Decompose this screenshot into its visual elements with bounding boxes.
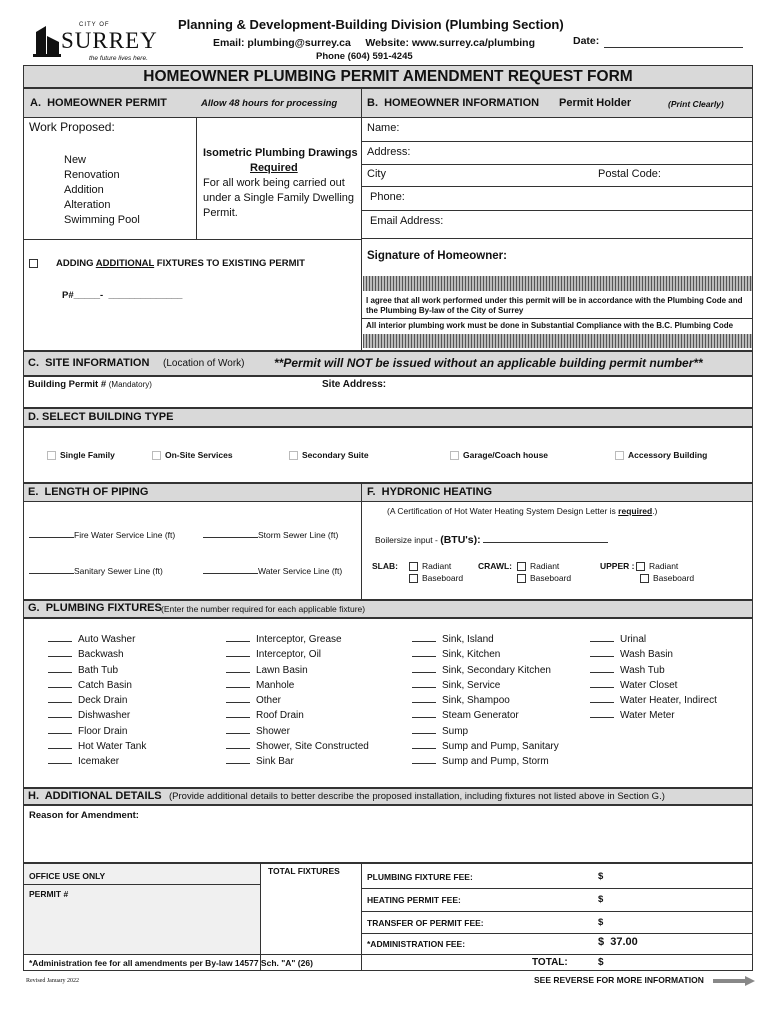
a-mid-line bbox=[23, 239, 362, 240]
fixture-count-blank[interactable] bbox=[590, 693, 614, 703]
total-fixtures-label: TOTAL FIXTURES bbox=[268, 866, 340, 876]
building-permit-field[interactable] bbox=[28, 379, 152, 390]
section-c-location: (Location of Work) bbox=[163, 358, 245, 369]
email-field[interactable]: Email Address: bbox=[370, 215, 444, 227]
building-type-option[interactable] bbox=[450, 450, 548, 460]
fee-line bbox=[361, 954, 753, 955]
fixture-row[interactable] bbox=[48, 647, 146, 662]
slab-label: SLAB: bbox=[372, 561, 398, 571]
office-line bbox=[23, 884, 261, 885]
print-clearly: (Print Clearly) bbox=[668, 99, 724, 109]
baseboard-label: Baseboard bbox=[653, 573, 695, 583]
fixture-row[interactable] bbox=[48, 708, 146, 723]
fixture-label: Roof Drain bbox=[256, 710, 304, 722]
checkbox[interactable] bbox=[636, 562, 645, 571]
cert-required: required bbox=[618, 506, 653, 516]
fixtures-column-4 bbox=[590, 632, 717, 724]
fixture-label: Icemaker bbox=[78, 756, 120, 768]
office-use-label: OFFICE USE ONLY bbox=[29, 871, 106, 881]
fixture-label: Wash Tub bbox=[620, 664, 665, 676]
adding-fixtures-checkbox[interactable] bbox=[29, 259, 38, 268]
building-type-label: Accessory Building bbox=[628, 450, 708, 460]
iso-line: under a Single Family Dwelling bbox=[203, 192, 355, 204]
compliance-text: All interior plumbing work must be done in Substantial Compliance with the B.C. Plumbing Code bbox=[366, 321, 734, 330]
b-line bbox=[362, 210, 753, 211]
fixture-count-blank[interactable] bbox=[412, 724, 436, 734]
fixture-row[interactable] bbox=[226, 663, 369, 678]
upper-options bbox=[600, 560, 695, 583]
fixture-label: Backwash bbox=[78, 649, 124, 661]
work-type-item[interactable]: Renovation bbox=[64, 169, 120, 181]
iso-line: Permit. bbox=[203, 207, 238, 219]
fixture-row[interactable] bbox=[590, 693, 717, 708]
agree-line bbox=[362, 318, 753, 319]
fixture-row[interactable] bbox=[48, 724, 146, 739]
fixture-label: Hot Water Tank bbox=[78, 741, 147, 753]
fee-label: PLUMBING FIXTURE FEE: bbox=[367, 872, 473, 882]
fixture-count-blank[interactable] bbox=[48, 708, 72, 718]
fixture-count-blank[interactable] bbox=[226, 663, 250, 673]
fixture-label: Interceptor, Oil bbox=[256, 649, 322, 661]
radiant-label: Radiant bbox=[649, 561, 679, 571]
fixture-count-blank[interactable] bbox=[226, 754, 250, 764]
fixture-row[interactable] bbox=[226, 754, 369, 769]
b-line bbox=[362, 186, 753, 187]
fixture-row[interactable] bbox=[226, 739, 369, 754]
fixture-row[interactable] bbox=[48, 632, 146, 647]
fixture-count-blank[interactable] bbox=[412, 693, 436, 703]
fixture-label: Water Closet bbox=[620, 679, 678, 691]
fixture-label: Catch Basin bbox=[78, 679, 132, 691]
fixture-count-blank[interactable] bbox=[48, 693, 72, 703]
fee-line bbox=[361, 911, 753, 912]
boiler-label: Boilersize input - bbox=[375, 535, 438, 545]
fixture-count-blank[interactable] bbox=[226, 724, 250, 734]
fixture-label: Sump bbox=[442, 725, 469, 737]
section-h-header bbox=[23, 788, 753, 805]
fixture-row[interactable] bbox=[590, 708, 717, 723]
boiler-blank bbox=[483, 533, 608, 543]
see-reverse-note: SEE REVERSE FOR MORE INFORMATION bbox=[534, 975, 704, 985]
b-line bbox=[362, 141, 753, 142]
adding-suffix: FIXTURES TO EXISTING PERMIT bbox=[154, 258, 305, 269]
upper-label: UPPER : bbox=[600, 561, 635, 571]
signature-label: Signature of Homeowner: bbox=[367, 250, 507, 262]
fixture-label: Shower bbox=[256, 725, 290, 737]
city-field[interactable]: City bbox=[367, 168, 386, 180]
admin-note-line bbox=[23, 954, 361, 955]
fixture-count-blank[interactable] bbox=[590, 678, 614, 688]
work-type-item[interactable]: Swimming Pool bbox=[64, 214, 140, 226]
fixture-row[interactable] bbox=[412, 724, 559, 739]
fixture-count-blank[interactable] bbox=[48, 724, 72, 734]
building-type-label: Single Family bbox=[60, 450, 115, 460]
fixtures-column-1 bbox=[48, 632, 146, 770]
building-type-option[interactable] bbox=[615, 450, 707, 460]
section-c-header bbox=[23, 351, 753, 376]
fixture-row[interactable] bbox=[412, 632, 559, 647]
fixture-count-blank[interactable] bbox=[48, 739, 72, 749]
section-h-note: (Provide additional details to better describe the proposed installation, including fixtures not listed above in Section G.) bbox=[169, 791, 665, 802]
fixture-label: Sink, Kitchen bbox=[442, 649, 501, 661]
crawl-options bbox=[478, 560, 572, 583]
section-g-title: G. PLUMBING FIXTURES bbox=[28, 602, 162, 614]
section-d-header: D. SELECT BUILDING TYPE bbox=[23, 408, 753, 427]
fixture-label: Water Meter bbox=[620, 710, 675, 722]
total-label: TOTAL: bbox=[532, 957, 568, 968]
sanitary-sewer-line[interactable] bbox=[29, 564, 163, 576]
fixture-label: Wash Basin bbox=[620, 649, 673, 661]
fee-label: *ADMINISTRATION FEE: bbox=[367, 939, 466, 949]
agree-text: I agree that all work performed under this permit will be in accordance with the Plumbing Code and the Plumbing By-law of the City of Surrey bbox=[366, 296, 743, 315]
phone-line: Phone (604) 591-4245 bbox=[316, 51, 413, 62]
permit-warning: **Permit will NOT be issued without an applicable building permit number** bbox=[274, 356, 703, 370]
fee-value[interactable]: $ bbox=[598, 894, 604, 905]
fixture-count-blank[interactable] bbox=[226, 678, 250, 688]
fixture-row[interactable] bbox=[590, 678, 717, 693]
building-type-option[interactable] bbox=[289, 450, 369, 460]
signature-field[interactable] bbox=[363, 276, 752, 291]
checkbox-icon bbox=[47, 451, 56, 460]
work-type-item[interactable]: New bbox=[64, 154, 87, 166]
fixture-count-blank[interactable] bbox=[226, 693, 250, 703]
b-line bbox=[362, 164, 753, 165]
logo-city-of: CITY OF bbox=[79, 22, 110, 28]
logo-name: SURREY bbox=[61, 28, 158, 53]
fee-line bbox=[361, 888, 753, 889]
fixture-row[interactable] bbox=[48, 663, 146, 678]
fixture-row[interactable] bbox=[412, 708, 559, 723]
section-a-title: A. HOMEOWNER PERMIT bbox=[30, 97, 167, 109]
fixture-label: Interceptor, Grease bbox=[256, 634, 342, 645]
fixture-label: Sink, Shampoo bbox=[442, 695, 510, 707]
fixture-row[interactable] bbox=[226, 708, 369, 723]
fixture-count-blank[interactable] bbox=[412, 708, 436, 718]
total-value[interactable]: $ bbox=[598, 957, 604, 968]
water-service-line[interactable] bbox=[203, 564, 342, 576]
admin-fee-note: *Administration fee for all amendments per By-law 14577 Sch. "A" (26) bbox=[29, 958, 313, 968]
mandatory-note: (Mandatory) bbox=[108, 380, 152, 389]
checkbox[interactable] bbox=[517, 574, 526, 583]
fee-value[interactable]: $ bbox=[598, 917, 604, 928]
fixture-row[interactable] bbox=[48, 693, 146, 708]
adding-prefix: ADDING bbox=[56, 258, 96, 269]
building-type-option[interactable] bbox=[47, 450, 115, 460]
storm-sewer-label: Storm Sewer Line (ft) bbox=[258, 530, 339, 540]
b-line bbox=[362, 238, 753, 239]
section-a-header bbox=[24, 89, 361, 118]
iso-drawings-note bbox=[203, 146, 358, 221]
fixture-count-blank[interactable] bbox=[590, 663, 614, 673]
iso-title: Isometric Plumbing Drawings bbox=[203, 147, 358, 159]
fixture-row[interactable] bbox=[412, 739, 559, 754]
work-proposed-label: Work Proposed: bbox=[29, 120, 115, 134]
water-service-label: Water Service Line (ft) bbox=[258, 566, 343, 576]
fixture-label: Manhole bbox=[256, 679, 295, 691]
fixture-count-blank[interactable] bbox=[590, 647, 614, 657]
fixture-label: Lawn Basin bbox=[256, 664, 308, 676]
slab-options bbox=[372, 560, 464, 583]
btu-label: (BTU's): bbox=[440, 534, 481, 546]
fixture-count-blank[interactable] bbox=[590, 632, 614, 642]
name-field[interactable]: Name: bbox=[367, 122, 400, 134]
hot-water-cert-note bbox=[387, 506, 657, 516]
fixtures-column-3 bbox=[412, 632, 559, 770]
work-types-list bbox=[64, 153, 140, 228]
fixture-count-blank[interactable] bbox=[412, 663, 436, 673]
fixture-count-blank[interactable] bbox=[48, 632, 72, 642]
revised-date: Revised January 2022 bbox=[26, 978, 79, 984]
fixture-count-blank[interactable] bbox=[226, 739, 250, 749]
adding-fixtures-row bbox=[29, 258, 305, 269]
building-type-option[interactable] bbox=[152, 450, 233, 460]
fixture-count-blank[interactable] bbox=[226, 708, 250, 718]
fixture-row[interactable] bbox=[226, 693, 369, 708]
fixture-count-blank[interactable] bbox=[226, 647, 250, 657]
fixture-label: Bath Tub bbox=[78, 664, 119, 676]
fixture-label: Sump and Pump, Storm bbox=[442, 756, 549, 768]
postal-code-field[interactable]: Postal Code: bbox=[598, 168, 661, 180]
fixtures-column-2 bbox=[226, 632, 369, 770]
fixture-row[interactable] bbox=[412, 647, 559, 662]
fixture-label: Floor Drain bbox=[78, 725, 128, 737]
iso-required: Required bbox=[250, 162, 298, 174]
checkbox[interactable] bbox=[409, 562, 418, 571]
fixture-label: Dishwasher bbox=[78, 710, 131, 722]
site-address-field[interactable]: Site Address: bbox=[322, 379, 387, 390]
work-type-item[interactable]: Addition bbox=[64, 184, 104, 196]
fixture-row[interactable] bbox=[48, 754, 146, 769]
section-c-title: C. SITE INFORMATION bbox=[28, 357, 150, 369]
section-g-note: (Enter the number required for each applicable fixture) bbox=[161, 604, 366, 614]
fee-line bbox=[361, 933, 753, 934]
fixture-count-blank[interactable] bbox=[590, 708, 614, 718]
fixture-count-blank[interactable] bbox=[412, 754, 436, 764]
baseboard-label: Baseboard bbox=[530, 573, 572, 583]
radiant-label: Radiant bbox=[422, 561, 452, 571]
fixture-label: Sump and Pump, Sanitary bbox=[442, 741, 559, 753]
total-fixtures-field[interactable] bbox=[261, 878, 361, 954]
fixture-count-blank[interactable] bbox=[412, 739, 436, 749]
checkbox-icon bbox=[450, 451, 459, 460]
boiler-size-field[interactable] bbox=[375, 533, 608, 546]
fixture-count-blank[interactable] bbox=[226, 632, 250, 642]
reason-label: Reason for Amendment: bbox=[29, 810, 139, 821]
section-g-header bbox=[23, 600, 753, 618]
form-title-bar bbox=[23, 65, 753, 88]
fixture-label: Other bbox=[256, 695, 282, 707]
fixture-label: Urinal bbox=[620, 634, 647, 645]
building-type-label: On-Site Services bbox=[165, 450, 233, 460]
fixture-label: Sink, Island bbox=[442, 634, 494, 645]
compliance-hatch bbox=[363, 334, 752, 348]
contact-line: Email: plumbing@surrey.ca Website: www.surrey.ca/plumbing bbox=[213, 37, 536, 49]
radiant-label: Radiant bbox=[530, 561, 560, 571]
baseboard-label: Baseboard bbox=[422, 573, 464, 583]
logo-tagline: the future lives here. bbox=[89, 55, 148, 62]
fixture-count-blank[interactable] bbox=[48, 647, 72, 657]
fire-water-label: Fire Water Service Line (ft) bbox=[74, 530, 176, 540]
phone-field[interactable]: Phone: bbox=[370, 191, 405, 203]
fixture-count-blank[interactable] bbox=[412, 632, 436, 642]
work-divider bbox=[196, 117, 197, 239]
section-b-header bbox=[362, 89, 752, 118]
fixture-count-blank[interactable] bbox=[48, 754, 72, 764]
fixture-row[interactable] bbox=[226, 724, 369, 739]
section-a-note: Allow 48 hours for processing bbox=[201, 98, 338, 109]
arrow-right-icon bbox=[713, 976, 755, 986]
building-permit-label: Building Permit # bbox=[28, 379, 107, 390]
work-type-item[interactable]: Alteration bbox=[64, 199, 111, 211]
form-title: HOMEOWNER PLUMBING PERMIT AMENDMENT REQUEST FORM bbox=[143, 68, 633, 85]
fixture-row[interactable] bbox=[48, 678, 146, 693]
city-logo bbox=[33, 22, 158, 64]
fixture-row[interactable] bbox=[226, 647, 369, 662]
section-e-header bbox=[24, 484, 361, 502]
fee-value[interactable]: $ bbox=[598, 871, 604, 882]
crawl-label: CRAWL: bbox=[478, 561, 512, 571]
fixture-label: Sink Bar bbox=[256, 756, 294, 768]
checkbox[interactable] bbox=[517, 562, 526, 571]
fee-label: TRANSFER OF PERMIT FEE: bbox=[367, 918, 484, 928]
fire-water-line[interactable] bbox=[29, 528, 175, 540]
section-f-title: F. HYDRONIC HEATING bbox=[367, 486, 493, 498]
sanitary-sewer-label: Sanitary Sewer Line (ft) bbox=[74, 566, 163, 576]
logo-mark-icon bbox=[33, 24, 61, 58]
fixture-label: Sink, Secondary Kitchen bbox=[442, 664, 551, 676]
fixture-row[interactable] bbox=[226, 678, 369, 693]
ab-divider bbox=[361, 88, 362, 351]
permit-holder: Permit Holder bbox=[559, 97, 632, 109]
fixture-count-blank[interactable] bbox=[412, 678, 436, 688]
section-b-title: B. HOMEOWNER INFORMATION bbox=[367, 97, 540, 109]
fixture-row[interactable] bbox=[412, 663, 559, 678]
fixture-row[interactable] bbox=[412, 754, 559, 769]
checkbox-icon bbox=[289, 451, 298, 460]
fixture-row[interactable] bbox=[590, 632, 717, 647]
fixture-label: Shower, Site Constructed bbox=[256, 741, 369, 753]
checkbox[interactable] bbox=[640, 574, 649, 583]
fixture-label: Sink, Service bbox=[442, 679, 501, 691]
cert-suffix: .) bbox=[652, 506, 658, 516]
adding-underlined: ADDITIONAL bbox=[95, 258, 155, 269]
fixture-row[interactable] bbox=[590, 663, 717, 678]
fixture-label: Water Heater, Indirect bbox=[620, 695, 717, 707]
fee-label: HEATING PERMIT FEE: bbox=[367, 895, 461, 905]
fixture-label: Auto Washer bbox=[78, 634, 136, 645]
fixture-label: Steam Generator bbox=[442, 710, 519, 722]
section-h-title: H. ADDITIONAL DETAILS bbox=[28, 790, 162, 802]
checkbox[interactable] bbox=[409, 574, 418, 583]
date-field[interactable] bbox=[604, 47, 743, 48]
cert-prefix: (A Certification of Hot Water Heating System Design Letter is bbox=[387, 506, 619, 516]
fixture-row[interactable] bbox=[226, 632, 369, 647]
fixture-count-blank[interactable] bbox=[48, 663, 72, 673]
fixture-row[interactable] bbox=[590, 647, 717, 662]
fixture-row[interactable] bbox=[412, 693, 559, 708]
checkbox-icon bbox=[152, 451, 161, 460]
fixture-row[interactable] bbox=[412, 678, 559, 693]
office-permit-label: PERMIT # bbox=[29, 889, 69, 899]
section-e-title: E. LENGTH OF PIPING bbox=[28, 486, 149, 498]
ef-divider bbox=[361, 483, 362, 600]
section-f-header bbox=[362, 484, 752, 502]
building-type-label: Secondary Suite bbox=[302, 450, 369, 460]
date-label: Date: bbox=[573, 35, 600, 47]
fixture-count-blank[interactable] bbox=[412, 647, 436, 657]
address-field[interactable]: Address: bbox=[367, 146, 411, 158]
storm-sewer-line[interactable] bbox=[203, 528, 338, 540]
existing-permit-number[interactable]: P#_____- ______________ bbox=[62, 290, 183, 301]
building-type-label: Garage/Coach house bbox=[463, 450, 549, 460]
fixture-label: Deck Drain bbox=[78, 695, 128, 707]
fixture-count-blank[interactable] bbox=[48, 678, 72, 688]
checkbox-icon bbox=[615, 451, 624, 460]
iso-line: For all work being carried out bbox=[203, 177, 345, 189]
fixture-row[interactable] bbox=[48, 739, 146, 754]
division-title: Planning & Development-Building Division (Plumbing Section) bbox=[178, 17, 564, 32]
admin-fee-value: $ 37.00 bbox=[598, 936, 638, 948]
